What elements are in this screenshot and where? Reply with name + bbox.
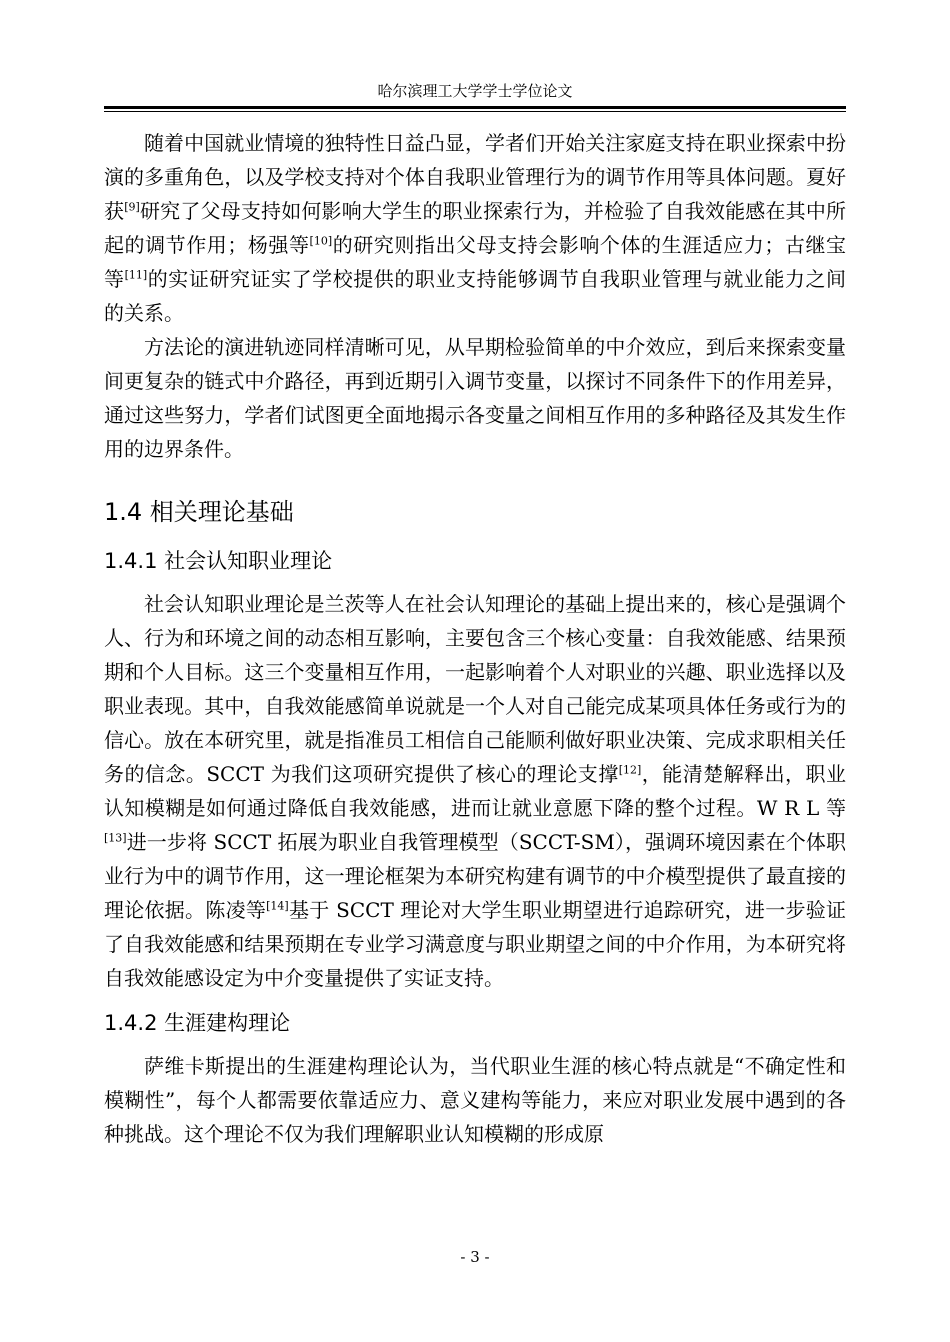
citation: [14] — [266, 899, 289, 913]
running-header: 哈尔滨理工大学学士学位论文 — [377, 82, 573, 100]
page-body — [104, 126, 846, 1151]
citation: [10] — [309, 234, 333, 248]
citation: [12] — [618, 763, 642, 777]
section-heading: 1.4 相关理论基础 — [104, 498, 294, 526]
subsection-heading-career-construction: 1.4.2 生涯建构理论 — [104, 1011, 291, 1035]
paragraph-career-construction: 萨维卡斯提出的生涯建构理论认为，当代职业生涯的核心特点就是“不确定性和模糊性”，每个人都需要依靠适应力、意义建构等能力，来应对职业发展中遇到的各种挑战。这个理论不仅为我们理解职业认知模糊的形成原 — [104, 1054, 846, 1146]
paragraph-methodology: 方法论的演进轨迹同样清晰可见，从早期检验简单的中介效应，到后来探索变量间更复杂的链式中介路径，再到近期引入调节变量，以探讨不同条件下的作用差异，通过这些努力，学者们试图更全面地揭示各变量之间相互作用的多种路径及其发生作用的边界条件。 — [104, 335, 846, 461]
paragraph-family-school-support: 随着中国就业情境的独特性日益凸显，学者们开始关注家庭支持在职业探索中扮演的多重角色，以及学校支持对个体自我职业管理行为的调节作用等具体问题。夏好获[9]研究了父母支持如何影响大学生的职业探索行为，并检验了自我效能感在其中所起的调节作用；杨强等[10]的研究则指出父母支持会影响个体的生涯适应力；古继宝等[11]的实证研究证实了学校提供的职业支持能够调节自我职业管理与就业能力之间的关系。 — [104, 131, 847, 325]
page-number: - 3 - — [460, 1248, 490, 1266]
paragraph-scct: 社会认知职业理论是兰茨等人在社会认知理论的基础上提出来的，核心是强调个人、行为和环境之间的动态相互影响，主要包含三个核心变量：自我效能感、结果预期和个人目标。这三个变量相互作用，一起影响着个人对职业的兴趣、职业选择以及职业表现。其中，自我效能感简单说就是一个人对自己能完成某项具体任务或行为的信心。放在本研究里，就是指准员工相信自己能顺利做好职业决策、完成求职相关任务的信念。SCCT 为我们这项研究提供了核心的理论支撑[12]，能清楚解释出，职业认知模糊是如何通过降低自我效能感，进而让就业意愿下降的整个过程。W R L 等[13]进一步将 SCCT 拓展为职业自我管理模型（SCCT-SM），强调环境因素在个体职业行为中的调节作用，这一理论框架为本研究构建有调节的中介模型提供了最直接的理论依据。陈凌等[14]基于 SCCT 理论对大学生职业期望进行追踪研究，进一步验证了自我效能感和结果预期在专业学习满意度与职业期望之间的中介作用，为本研究将自我效能感设定为中介变量提供了实证支持。 — [104, 592, 846, 990]
citation: [9] — [124, 200, 140, 214]
citation: [13] — [104, 831, 127, 845]
header-rule-thick — [104, 106, 846, 109]
subsection-heading-scct: 1.4.1 社会认知职业理论 — [104, 549, 333, 573]
header-rule-thin — [104, 111, 846, 112]
citation: [11] — [124, 268, 148, 282]
